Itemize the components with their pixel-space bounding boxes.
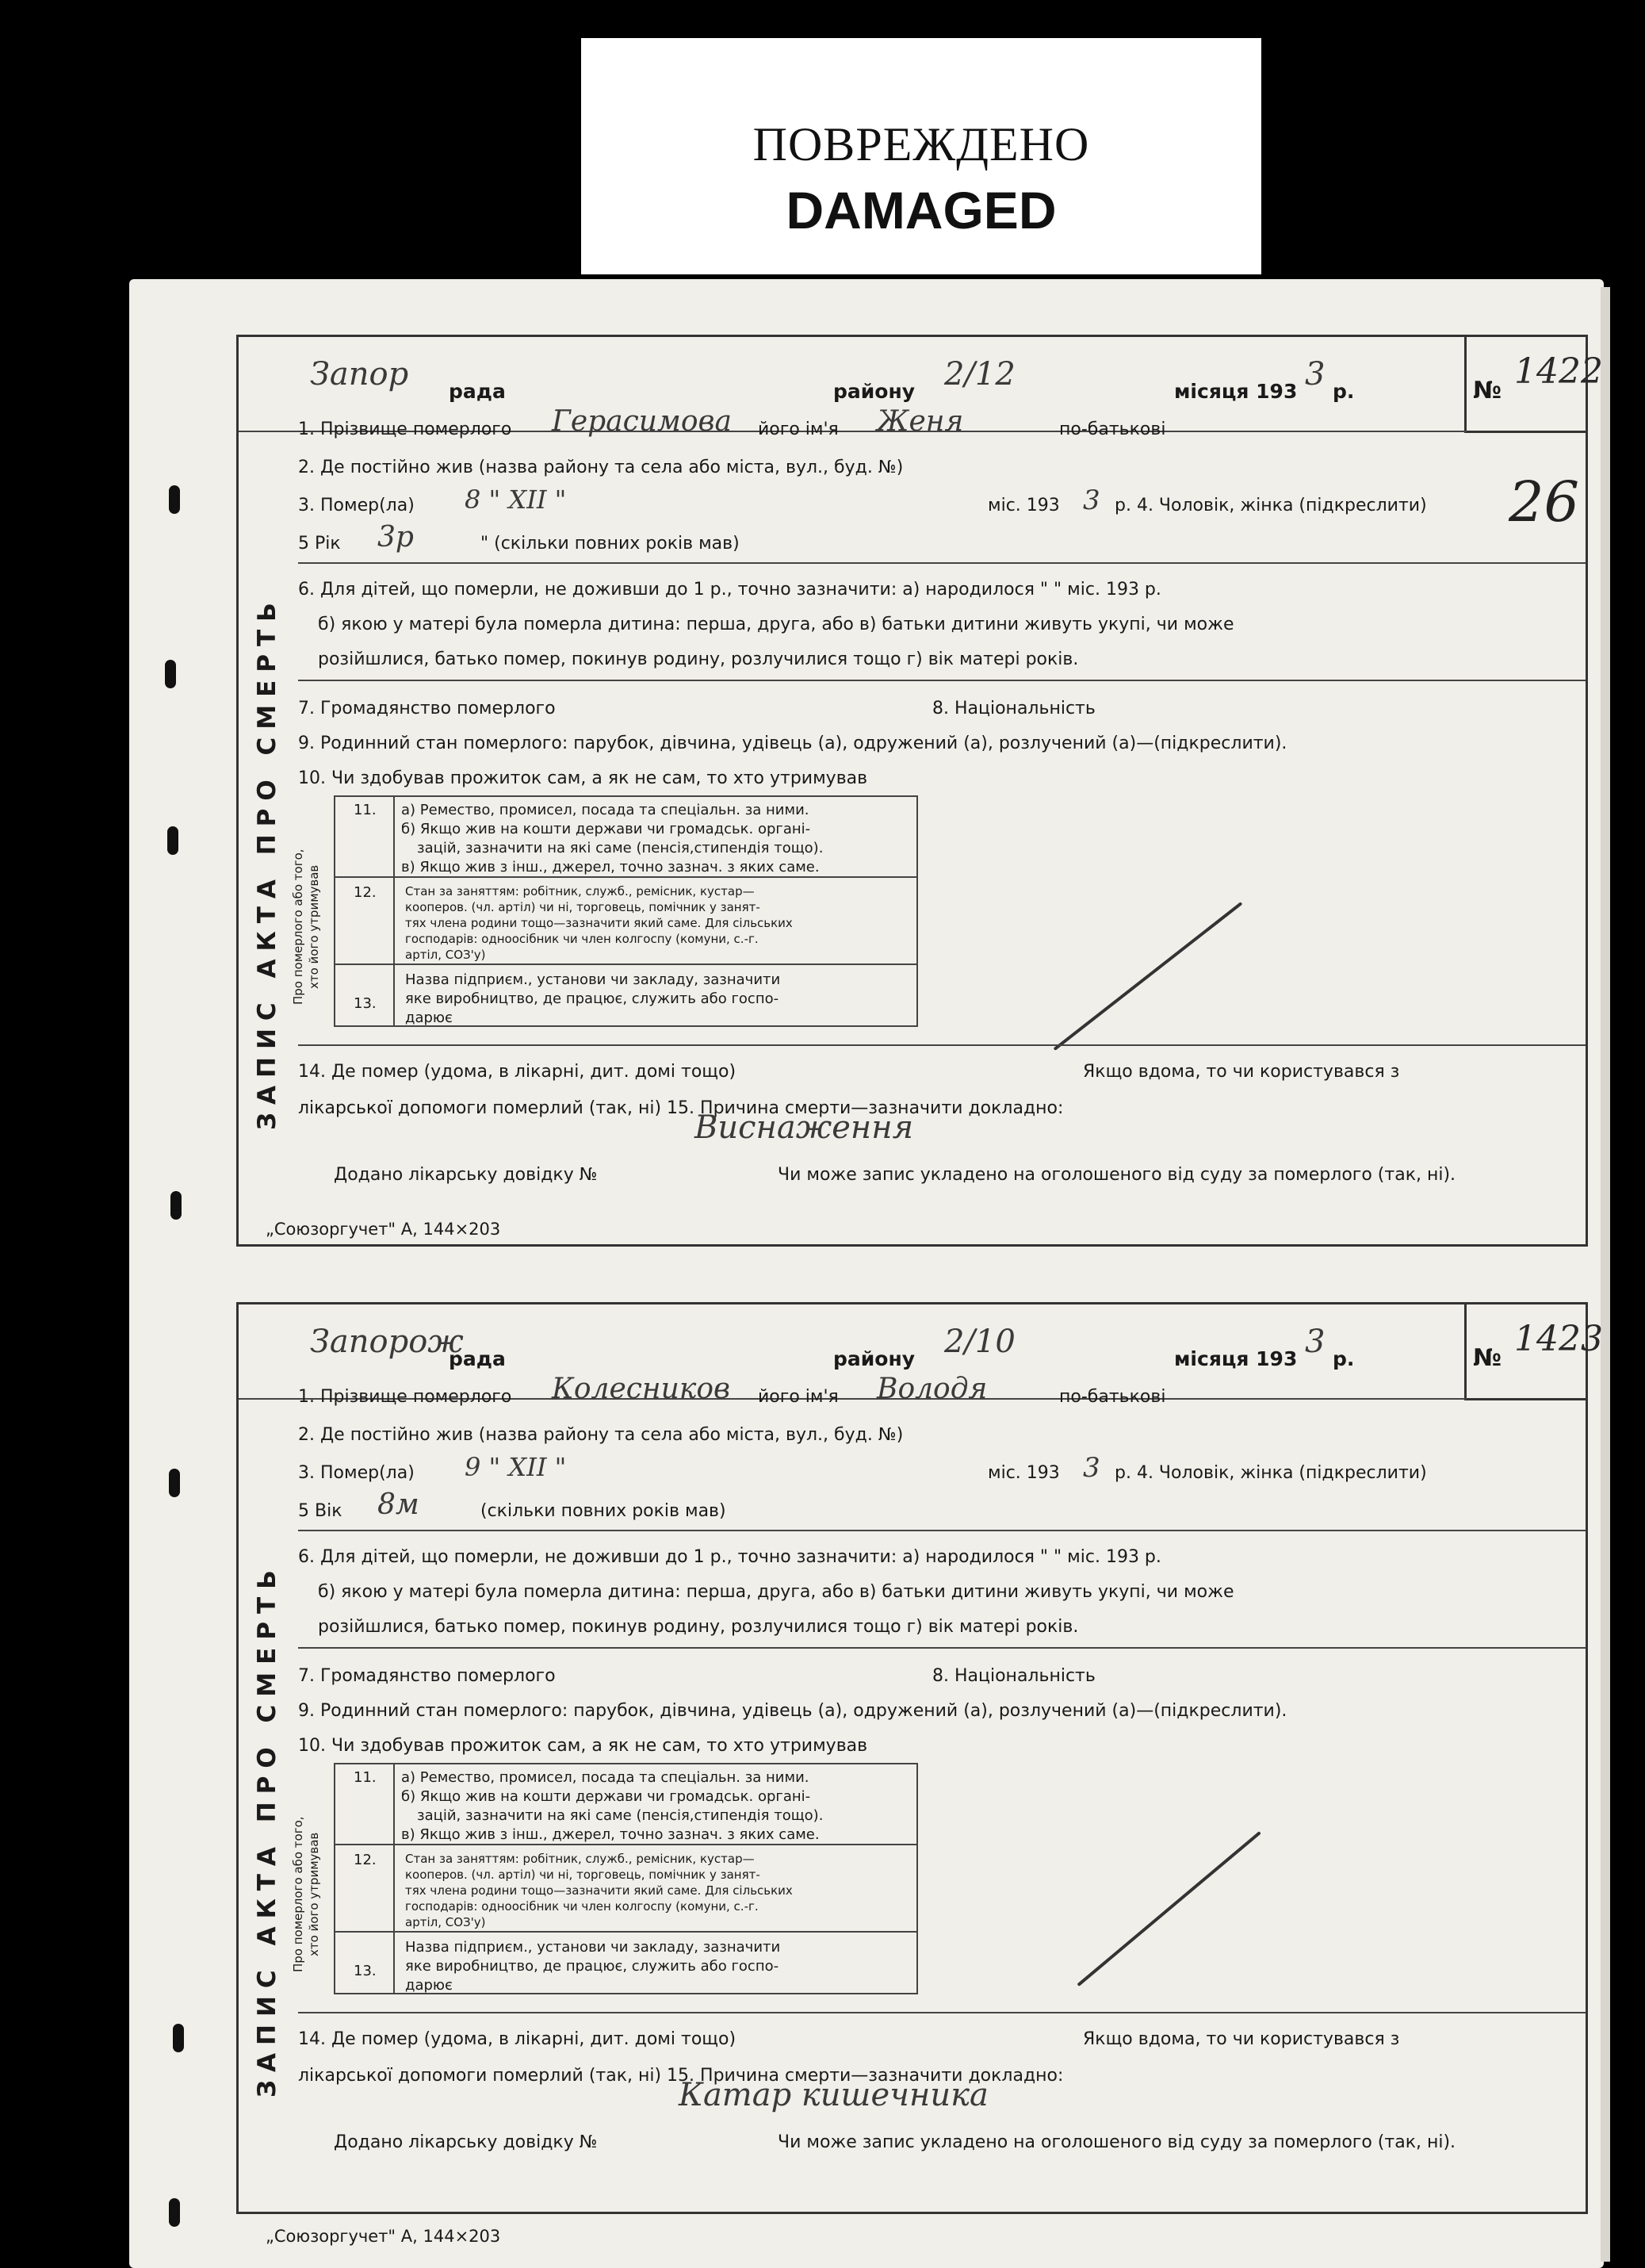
row-livelihood: 10. Чи здобував прожиток сам, а як не сам, то хто утримував: [298, 768, 868, 788]
rule: [393, 1763, 395, 1993]
document-sheet: [129, 279, 1604, 2268]
side-page-number: 26: [1509, 469, 1580, 534]
form-header: [310, 1325, 1451, 1373]
row-marital-status: 9. Родинний стан померлого: парубок, дівчина, удівець (а), одружений (а), розлучений (а)—(підкреслити).: [298, 1701, 1287, 1721]
year-handwritten: 3: [1305, 356, 1326, 393]
record-number-box: [1464, 1304, 1603, 1400]
row-livelihood: 10. Чи здобував прожиток сам, а як не сам, то хто утримував: [298, 1736, 868, 1756]
punch-hole: [170, 1191, 182, 1220]
vertical-title: ЗАПИС АКТА ПРО СМЕРТЬ: [253, 1562, 281, 2098]
row-citizenship: 7. Громадянство померлого 8. Національність: [298, 1666, 1096, 1686]
month-label: місяця 193: [1174, 380, 1298, 403]
council-handwritten: Запор: [310, 356, 409, 393]
stamp-text-en: DAMAGED: [786, 181, 1057, 239]
month-label: місяця 193: [1174, 1347, 1298, 1370]
rule: [298, 1647, 1586, 1649]
row-cause-of-death: лікарської допомоги померлий (так, ні) 15. Причина смерти—зазначити докладно: Виснаження: [298, 1098, 1064, 1146]
row-medical-certificate: Додано лікарську довідку № Чи може запис укладено на оголошеного від суду за померлого (так, ні).: [334, 2132, 1456, 2152]
row-child-parents: розійшлися, батько помер, покинув родину, розлучилися тощо г) вік матері років.: [318, 649, 1079, 669]
sheet-edge: [1601, 287, 1610, 2262]
row-child-order: б) якою у матері була померла дитина: перша, друга, або в) батьки дитини живуть укупі, чи може: [318, 615, 1234, 634]
rule: [298, 562, 1586, 564]
punch-hole: [167, 826, 178, 855]
record-number-label: №: [1473, 377, 1502, 404]
year-handwritten: 3: [1305, 1324, 1326, 1360]
rule: [298, 2012, 1586, 2013]
row-surname: 1. Прізвище померлого Колесников його ім'я Володя по-батькові: [298, 1373, 1166, 1407]
rada-label: рада: [449, 1347, 506, 1370]
rule: [298, 680, 1586, 681]
rule: [334, 1844, 918, 1845]
row-age: 5 Рік 3р " (скільки повних років мав): [298, 521, 740, 554]
rule: [298, 1530, 1586, 1531]
row-died: 3. Помер(ла) 9 " XII " міс. 193 3 р. 4. Чоловік, жінка (підкреслити): [298, 1452, 1427, 1484]
rule: [334, 1763, 918, 1764]
stamp-text-ru: ПОВРЕЖДЕНО: [752, 118, 1090, 170]
death-record-form-2: № 1423 Запорож рада району 2/10 місяця 193 3 р. ЗАПИС АКТА ПРО СМЕРТЬ 1. Прізвище померлого Колесников його ім'я Володя по-батькові 2. Де постійно жив (назва району та села або міста, вул., буд. №) 3. Помер(ла) 9 " XII " міс. 193 3 р. 4. Чоловік, жінка (підкреслити) 5 Вік 8м (скільки повних років мав) 6. Для дітей, що померли, не доживши до 1 р., точно зазначити: а) народилося " " міс. 193 р. б) якою у матері була померла дитина: перша, друга, або в) батьки дитини живуть укупі, чи може розійшлися, батько помер, покинув родину, розлучилися тощо г) вік матері років. 7. Громадянство померлого 8. Національність 9. Родинний стан померлого: парубок, дівчина, удівець (а), одружений (а), розлучений (а)—(підкреслити). 10. Чи здобував прожиток сам, а як не сам, то хто утримував Про померлого або того, хто його утримував 11. а) Ремество, промисел, посада та спеціальн. за ними. б) Якщо жив на кошти держави чи громадськ. органі- зацій, зазначити на які саме (пенсія,стипендія тощо). в) Якщо жив з інш., джерел, точно зазнач. з яких саме. 12. Стан за заняттям: робітник, служб., ремісник, кустар— кооперов. (чл. артіл) чи ні, торговець, помічник у занят- тях члена родини тощо—зазначити який саме. Для сільських господарів: одноосібник чи член колгоспу (комуни, с.-г. артіл, СОЗ'у) 13. Назва підприєм., установи чи закладу, зазначити яке виробництво, де працює, служить або госпо- дарює 14. Де помер (удома, в лікарні, дит. домі тощо) Якщо вдома, то чи користувався з лікарської допомоги померлий (так, ні) 15. Причина смерти—зазначити докладно: Катар кишечника Додано лікарську довідку № Чи може запис укладено на оголошеного від суду за померлого (так, ні).: [236, 1302, 1588, 2214]
row-surname: 1. Прізвище померлого Герасимова його ім'я Женя по-батькові: [298, 405, 1166, 439]
row-marital-status: 9. Родинний стан померлого: парубок, дівчина, удівець (а), одружений (а), розлучений (а)—(підкреслити).: [298, 734, 1287, 753]
row-age: 5 Вік 8м (скільки повних років мав): [298, 1488, 726, 1521]
record-number-value: 1422: [1514, 351, 1603, 392]
year-suffix: р.: [1333, 1347, 1355, 1370]
row-child-born: 6. Для дітей, що померли, не доживши до 1 р., точно зазначити: а) народилося " " міс. 193 р.: [298, 580, 1161, 600]
form-footer-2: „Союзоргучет" А, 144×203: [266, 2227, 501, 2246]
damaged-stamp-card: [581, 38, 1261, 274]
rule: [916, 795, 918, 1025]
form-footer-1: „Союзоргучет" А, 144×203: [266, 1220, 501, 1239]
row-medical-certificate: Додано лікарську довідку № Чи може запис укладено на оголошеного від суду за померлого (так, ні).: [334, 1165, 1456, 1185]
rule: [334, 1931, 918, 1933]
rule: [334, 876, 918, 878]
record-number-box: [1464, 337, 1603, 433]
row-child-parents: розійшлися, батько помер, покинув родину, розлучилися тощо г) вік матері років.: [318, 1617, 1079, 1637]
row-place-of-death: 14. Де помер (удома, в лікарні, дит. домі тощо) Якщо вдома, то чи користувався з: [298, 2029, 1400, 2049]
row-cause-of-death: лікарської допомоги померлий (так, ні) 15. Причина смерти—зазначити докладно: Катар кишечника: [298, 2066, 1064, 2113]
rule: [916, 1763, 918, 1993]
row-citizenship: 7. Громадянство померлого 8. Національність: [298, 699, 1096, 718]
row-died: 3. Помер(ла) 8 " XII " міс. 193 3 р. 4. Чоловік, жінка (підкреслити): [298, 485, 1427, 516]
row-residence: 2. Де постійно жив (назва району та села або міста, вул., буд. №): [298, 458, 904, 477]
raion-label: району: [833, 1347, 916, 1370]
rule: [334, 964, 918, 965]
raion-label: району: [833, 380, 916, 403]
punch-hole: [165, 660, 176, 688]
punch-hole: [169, 1469, 180, 1497]
vertical-title: ЗАПИС АКТА ПРО СМЕРТЬ: [253, 595, 281, 1130]
rule: [393, 795, 395, 1025]
cancel-stroke: [1077, 1831, 1261, 1986]
rada-label: рада: [449, 380, 506, 403]
raion-handwritten: 2/12: [944, 356, 1016, 393]
row-place-of-death: 14. Де помер (удома, в лікарні, дит. домі тощо) Якщо вдома, то чи користувався з: [298, 1062, 1400, 1082]
raion-handwritten: 2/10: [944, 1324, 1016, 1360]
death-record-form-1: № 1422 Запор рада району 2/12 місяця 193 3 р. ЗАПИС АКТА ПРО СМЕРТЬ 1. Прізвище померлого Герасимова його ім'я Женя по-батькові 2. Де постійно жив (назва району та села або міста, вул., буд. №) 3. Помер(ла) 8 " XII " міс. 193 3 р. 4. Чоловік, жінка (підкреслити) 5 Рік 3р " (скільки повних років мав) 6. Для дітей, що померли, не доживши до 1 р., точно зазначити: а) народилося " " міс. 193 р. б) якою у матері була померла дитина: перша, друга, або в) батьки дитини живуть укупі, чи може розійшлися, батько помер, покинув родину, розлучилися тощо г) вік матері років. 7. Громадянство померлого 8. Національність 9. Родинний стан померлого: парубок, дівчина, удівець (а), одружений (а), розлучений (а)—(підкреслити). 10. Чи здобував прожиток сам, а як не сам, то хто утримував Про померлого або того, хто його утримував 11. а) Ремество, промисел, посада та спеціальн. за ними. б) Якщо жив на кошти держави чи громадськ. органі- зацій, зазначити на які саме (пенсія,стипендія тощо). в) Якщо жив з інш., джерел, точно зазнач. з яких саме. 12. Стан за заняттям: робітник, служб., ремісник, кустар— кооперов. (чл. артіл) чи ні, торговець, помічник у занят- тях члена родини тощо—зазначити який саме. Для сільських господарів: одноосібник чи член колгоспу (комуни, с.-г. артіл, СОЗ'у) 13. Назва підприєм., установи чи закладу, зазначити яке виробництво, де працює, служить або госпо- дарює 14. Де помер (удома, в лікарні, дит. домі тощо) Якщо вдома, то чи користувався з лікарської допомоги померлий (так, ні) 15. Причина смерти—зазначити докладно: Виснаження Додано лікарську довідку № Чи може запис укладено на оголошеного від суду за померлого (так, ні).: [236, 335, 1588, 1247]
punch-hole: [169, 2198, 180, 2227]
side-tab: Про померлого або того, хто його утримував: [291, 849, 321, 1005]
form-header: [310, 358, 1451, 405]
rule: [334, 795, 335, 1025]
cancel-stroke: [1054, 902, 1243, 1051]
row-residence: 2. Де постійно жив (назва району та села або міста, вул., буд. №): [298, 1425, 904, 1445]
year-suffix: р.: [1333, 380, 1355, 403]
punch-hole: [169, 485, 180, 514]
punch-hole: [173, 2024, 184, 2052]
rule: [334, 1763, 335, 1993]
council-handwritten: Запорож: [310, 1324, 464, 1360]
row-child-order: б) якою у матері була померла дитина: перша, друга, або в) батьки дитини живуть укупі, чи може: [318, 1582, 1234, 1602]
record-number-label: №: [1473, 1344, 1502, 1372]
side-tab: Про померлого або того, хто його утримував: [291, 1816, 321, 1972]
rule: [298, 1044, 1586, 1046]
row-child-born: 6. Для дітей, що померли, не доживши до 1 р., точно зазначити: а) народилося " " міс. 193 р.: [298, 1547, 1161, 1567]
record-number-value: 1423: [1514, 1319, 1603, 1359]
rule: [334, 795, 918, 797]
